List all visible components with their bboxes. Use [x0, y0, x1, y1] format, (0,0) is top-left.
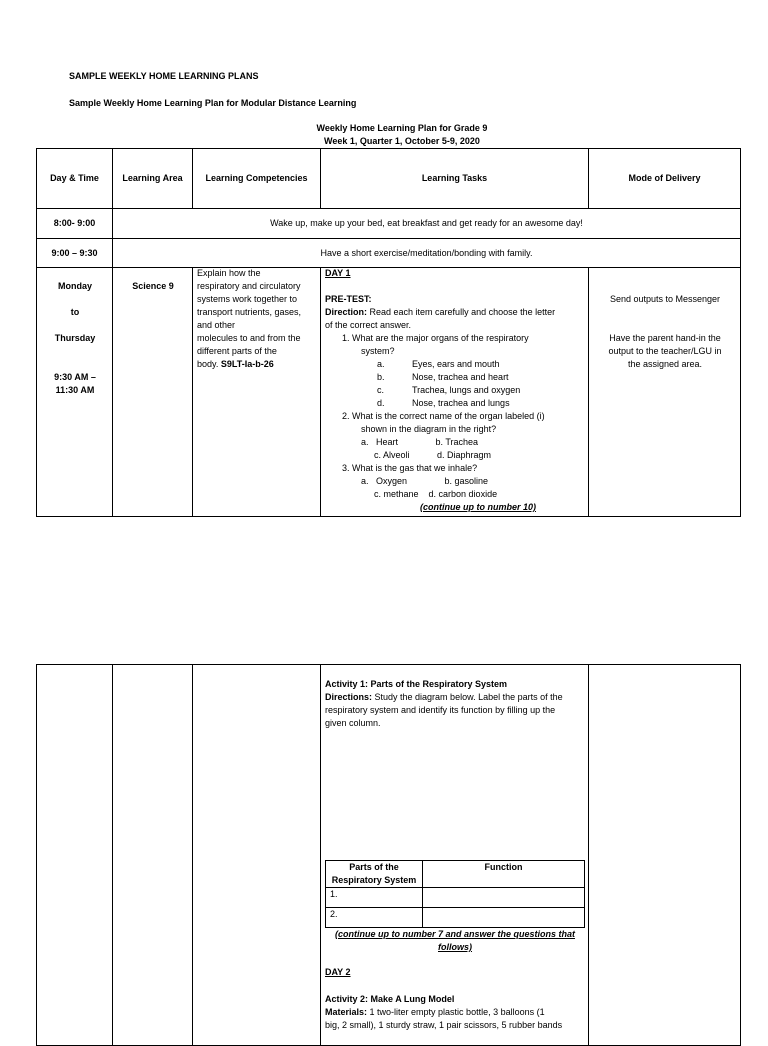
continued-row	[37, 665, 741, 1046]
learning-plan-table-continued	[36, 664, 741, 1046]
learning-plan-table	[36, 148, 741, 517]
day-time-cell	[37, 268, 113, 517]
option-letter: b.	[377, 372, 385, 382]
table-header-row	[37, 149, 741, 209]
parts-header-line: Respiratory System	[331, 875, 417, 885]
header-learning-area: Learning Area	[113, 149, 193, 209]
day2-heading: DAY 2	[325, 967, 351, 977]
time-start: 9:30 AM –	[54, 372, 96, 382]
part-cell: 2.	[326, 908, 423, 928]
direction-label: Direction:	[325, 307, 368, 317]
day-end: Thursday	[54, 333, 96, 343]
option-text: Trachea, lungs and oxygen	[412, 385, 521, 395]
table-row	[37, 209, 741, 239]
question-3-options: a. Oxygen b. gasoline	[361, 476, 489, 486]
direction-text: of the correct answer.	[325, 320, 412, 330]
table-row	[37, 239, 741, 268]
learning-area-cell	[113, 268, 193, 517]
competency-line: transport nutrients, gases,	[197, 307, 302, 317]
document-title: SAMPLE WEEKLY HOME LEARNING PLANS	[69, 71, 259, 81]
question-2-cont: shown in the diagram in the right?	[361, 424, 497, 434]
question-2: 2. What is the correct name of the organ labeled (i)	[342, 411, 545, 421]
delivery-messenger: Send outputs to Messenger	[609, 294, 721, 304]
header-day-time: Day & Time	[37, 149, 113, 209]
competency-line: Explain how the	[197, 268, 261, 278]
delivery-line: Have the parent hand-in the	[609, 333, 721, 343]
competency-code: S9LT-Ia-b-26	[220, 359, 274, 369]
part-cell: 1.	[326, 888, 423, 908]
option-text: Nose, trachea and heart	[412, 372, 509, 382]
delivery-cell	[589, 268, 741, 517]
option-text: Eyes, ears and mouth	[412, 359, 500, 369]
main-row	[37, 268, 741, 517]
question-2-options: a. Heart b. Trachea	[361, 437, 479, 447]
activity2-title: Activity 2: Make A Lung Model	[325, 994, 455, 1004]
materials-label: Materials:	[325, 1007, 368, 1017]
question-1-cont: system?	[361, 346, 395, 356]
activity1-title: Activity 1: Parts of the Respiratory System	[325, 679, 508, 689]
directions-label: Directions:	[325, 692, 373, 702]
table-row	[326, 908, 585, 928]
learning-tasks-cell	[321, 665, 589, 1046]
day-to: to	[70, 307, 80, 317]
competency-line: molecules to and from the	[197, 333, 301, 343]
competency-line: and other	[197, 320, 236, 330]
competency-cell	[193, 268, 321, 517]
day-start: Monday	[57, 281, 92, 291]
question-2-options: c. Alveoli d. Diaphragm	[374, 450, 492, 460]
day-time-cell	[37, 665, 113, 1046]
delivery-cell	[589, 665, 741, 1046]
parts-header	[326, 861, 423, 888]
row-time: 8:00- 9:00	[37, 209, 113, 239]
plan-title: Weekly Home Learning Plan for Grade 9	[316, 123, 488, 133]
competency-line: body.	[197, 359, 219, 369]
option-letter: d.	[377, 398, 385, 408]
competency-line: systems work together to	[197, 294, 298, 304]
learning-area-cell	[113, 665, 193, 1046]
row-activity: Wake up, make up your bed, eat breakfast and get ready for an awesome day!	[113, 209, 741, 239]
header-mode-of-delivery: Mode of Delivery	[589, 149, 741, 209]
directions-text: Study the diagram below. Label the parts of the	[372, 692, 563, 702]
competency-line: respiratory and circulatory	[197, 281, 301, 291]
time-end: 11:30 AM	[55, 385, 95, 395]
header-learning-tasks: Learning Tasks	[321, 149, 589, 209]
question-3: 3. What is the gas that we inhale?	[342, 463, 478, 473]
question-1: 1. What are the major organs of the respiratory	[342, 333, 529, 343]
materials-text: 1 two-liter empty plastic bottle, 3 balloons (1	[367, 1007, 545, 1017]
document-subtitle: Sample Weekly Home Learning Plan for Modular Distance Learning	[69, 98, 357, 108]
header-learning-competencies: Learning Competencies	[193, 149, 321, 209]
option-letter: c.	[377, 385, 385, 395]
row-activity: Have a short exercise/meditation/bonding with family.	[113, 239, 741, 268]
option-text: Nose, trachea and lungs	[412, 398, 510, 408]
direction-text: Read each item carefully and choose the letter	[367, 307, 556, 317]
function-header: Function	[423, 861, 585, 888]
table-row	[326, 888, 585, 908]
competency-cell	[193, 665, 321, 1046]
question-3-options: c. methane d. carbon dioxide	[374, 489, 498, 499]
function-cell	[423, 888, 585, 908]
option-letter: a.	[377, 359, 385, 369]
continue-note: (continue up to number 7 and answer the questions that	[334, 929, 576, 939]
competency-line: different parts of the	[197, 346, 277, 356]
directions-text: given column.	[325, 718, 381, 728]
parts-header-line: Parts of the	[349, 862, 399, 872]
continue-note: follows)	[438, 942, 472, 952]
materials-text: big, 2 small), 1 sturdy straw, 1 pair scissors, 5 rubber bands	[325, 1020, 563, 1030]
row-time: 9:00 – 9:30	[37, 239, 113, 268]
parts-function-table	[325, 860, 585, 928]
day1-heading: DAY 1	[325, 268, 351, 278]
function-cell	[423, 908, 585, 928]
delivery-line: the assigned area.	[627, 359, 703, 369]
pretest-heading: PRE-TEST:	[325, 294, 372, 304]
directions-text: respiratory system and identify its function by filling up the	[325, 705, 556, 715]
learning-area: Science 9	[132, 281, 174, 291]
delivery-line: output to the teacher/LGU in	[608, 346, 722, 356]
learning-tasks-cell	[321, 268, 589, 517]
plan-subtitle: Week 1, Quarter 1, October 5-9, 2020	[324, 136, 480, 146]
continue-note: (continue up to number 10)	[420, 502, 536, 512]
